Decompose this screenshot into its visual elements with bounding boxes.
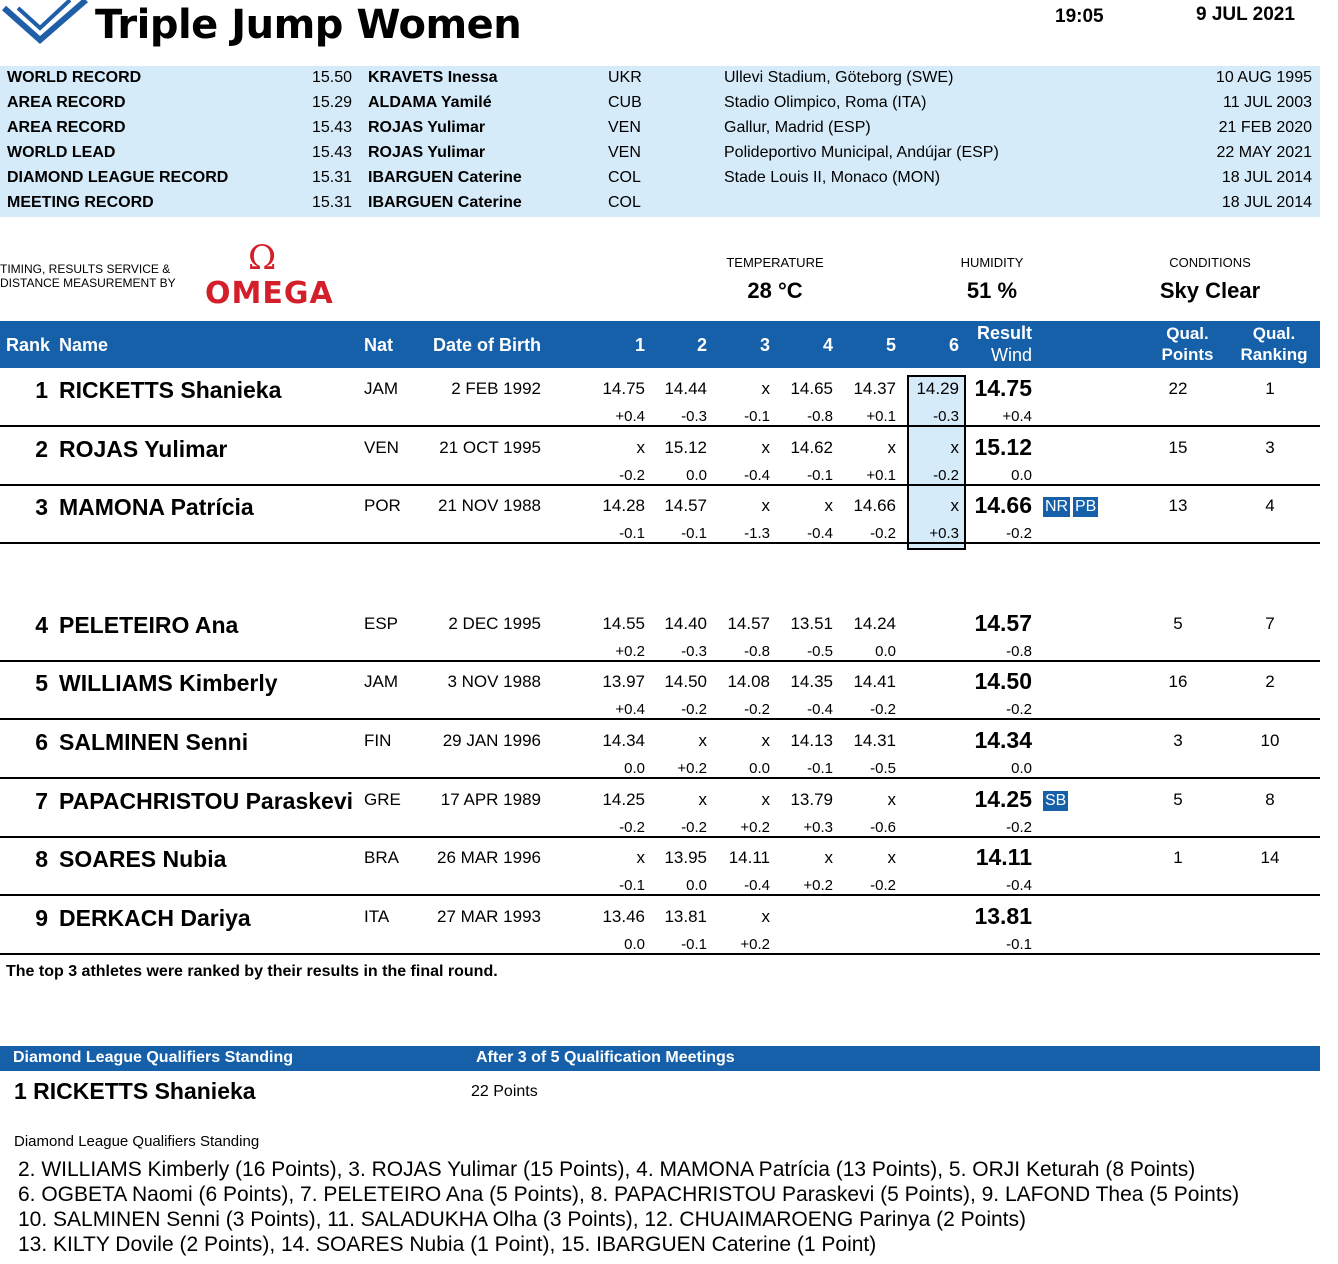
athlete-dob: 21 NOV 1988 xyxy=(437,496,541,515)
athlete-dob: 29 JAN 1996 xyxy=(442,731,541,750)
qual-points: 5 xyxy=(1173,790,1183,809)
attempt-wind-6: -0.3 xyxy=(933,408,959,425)
humidity-label: HUMIDITY xyxy=(960,255,1024,270)
record-name: ALDAMA Yamilé xyxy=(368,94,492,111)
attempt-4: 14.65 xyxy=(790,379,833,398)
athlete-nat: JAM xyxy=(364,672,398,691)
result-row xyxy=(0,897,1320,955)
athlete-name: WILLIAMS Kimberly xyxy=(59,670,278,696)
attempt-4: x xyxy=(824,848,833,867)
attempt-3: x xyxy=(761,907,770,926)
qual-points: 16 xyxy=(1168,672,1188,691)
attempt-wind-5: +0.1 xyxy=(866,408,896,425)
attempt-6: x xyxy=(950,496,959,515)
col-qual-points-2: Points xyxy=(1161,345,1214,364)
attempt-wind-5: -0.6 xyxy=(870,819,896,836)
result-mark: 13.81 xyxy=(974,903,1032,929)
attempt-2: 14.57 xyxy=(664,496,707,515)
badge-pb: PB xyxy=(1075,498,1097,515)
attempt-wind-6: -0.2 xyxy=(933,467,959,484)
record-value: 15.31 xyxy=(311,194,352,211)
timing-credit xyxy=(0,262,176,290)
attempt-3: x xyxy=(761,438,770,457)
athlete-name: ROJAS Yulimar xyxy=(59,436,228,462)
record-date: 18 JUL 2014 xyxy=(1221,194,1312,211)
col-nat: Nat xyxy=(364,335,394,355)
athlete-name: SALMINEN Senni xyxy=(59,729,249,755)
conditions-label: CONDITIONS xyxy=(1169,255,1251,270)
dl-standing-line: 10. SALMINEN Senni (3 Points), 11. SALADUKHA Olha (3 Points), 12. CHUAIMAROENG Parinya (2 Points) xyxy=(18,1208,1026,1231)
col-qual-ranking-2: Ranking xyxy=(1240,345,1308,364)
attempt-2: 13.95 xyxy=(664,848,707,867)
attempt-1: 14.34 xyxy=(602,731,645,750)
result-row xyxy=(0,721,1320,779)
attempt-wind-5: -0.2 xyxy=(870,701,896,718)
attempt-2: 14.44 xyxy=(664,379,707,398)
col-attempt-1: 1 xyxy=(634,335,645,355)
result-wind: -0.2 xyxy=(1006,525,1032,542)
temperature-value: 28 °C xyxy=(747,278,803,303)
dl-standing-subtitle: Diamond League Qualifiers Standing xyxy=(14,1133,260,1150)
attempt-wind-2: -0.3 xyxy=(681,408,707,425)
attempt-3: 14.11 xyxy=(728,848,770,867)
qual-ranking: 10 xyxy=(1260,731,1280,750)
result-mark: 14.75 xyxy=(974,375,1032,401)
result-row xyxy=(0,780,1320,838)
attempt-wind-3: 0.0 xyxy=(749,760,770,777)
athlete-name: DERKACH Dariya xyxy=(59,905,251,931)
footnote: The top 3 athletes were ranked by their results in the final round. xyxy=(6,963,498,980)
athlete-name: SOARES Nubia xyxy=(59,846,227,872)
athlete-rank: 8 xyxy=(35,846,48,872)
record-name: ROJAS Yulimar xyxy=(368,144,486,161)
athlete-name: PELETEIRO Ana xyxy=(59,612,239,638)
attempt-wind-4: -0.8 xyxy=(807,408,833,425)
attempt-4: x xyxy=(824,496,833,515)
attempt-wind-3: -0.4 xyxy=(744,877,770,894)
record-nat: VEN xyxy=(608,144,641,161)
record-date: 18 JUL 2014 xyxy=(1221,169,1312,186)
athlete-dob: 27 MAR 1993 xyxy=(437,907,541,926)
record-label: WORLD RECORD xyxy=(7,69,142,86)
result-mark: 14.11 xyxy=(975,844,1032,870)
attempt-5: 14.24 xyxy=(853,614,896,633)
attempt-wind-1: 0.0 xyxy=(624,936,645,953)
attempt-1: x xyxy=(636,848,645,867)
athlete-dob: 2 DEC 1995 xyxy=(448,614,541,633)
result-row xyxy=(0,838,1320,896)
result-mark: 14.50 xyxy=(974,668,1032,694)
omega-logo-text: OMEGA xyxy=(205,276,334,311)
dl-leader: 1 RICKETTS Shanieka xyxy=(14,1078,256,1104)
event-date: 9 JUL 2021 xyxy=(1196,4,1295,25)
qual-ranking: 8 xyxy=(1265,790,1275,809)
record-value: 15.31 xyxy=(311,169,352,186)
athlete-name: RICKETTS Shanieka xyxy=(59,377,282,403)
record-value: 15.43 xyxy=(311,119,352,136)
athlete-dob: 21 OCT 1995 xyxy=(439,438,541,457)
result-mark: 15.12 xyxy=(974,434,1032,460)
attempt-wind-4: -0.4 xyxy=(807,525,833,542)
dl-standing-line: 6. OGBETA Naomi (6 Points), 7. PELETEIRO Ana (5 Points), 8. PAPACHRISTOU Paraskevi (5 Points), 9. LAFOND Thea (5 Points) xyxy=(18,1183,1240,1206)
result-wind: -0.8 xyxy=(1006,643,1032,660)
athlete-nat: POR xyxy=(364,496,401,515)
result-row xyxy=(0,662,1320,720)
badge-nr: NR xyxy=(1045,498,1069,515)
athlete-nat: ESP xyxy=(364,614,399,633)
record-venue: Polideportivo Municipal, Andújar (ESP) xyxy=(724,144,999,161)
attempt-5: 14.66 xyxy=(853,496,896,515)
timing-line-2: DISTANCE MEASUREMENT BY xyxy=(0,276,176,290)
attempt-wind-3: -0.1 xyxy=(744,408,770,425)
attempt-wind-1: -0.2 xyxy=(619,819,645,836)
result-mark: 14.34 xyxy=(974,727,1032,753)
result-wind: -0.2 xyxy=(1006,819,1032,836)
attempt-wind-2: 0.0 xyxy=(686,467,707,484)
attempt-wind-4: -0.1 xyxy=(807,760,833,777)
record-row xyxy=(0,191,1320,216)
record-venue: Gallur, Madrid (ESP) xyxy=(724,119,871,136)
athlete-dob: 26 MAR 1996 xyxy=(437,848,541,867)
athlete-nat: FIN xyxy=(364,731,392,750)
result-wind: 0.0 xyxy=(1011,760,1032,777)
record-venue: Stadio Olimpico, Roma (ITA) xyxy=(724,94,927,111)
attempt-6: 14.29 xyxy=(916,379,959,398)
dl-standing-list xyxy=(18,1157,1239,1257)
attempt-wind-4: -0.4 xyxy=(807,701,833,718)
athlete-rank: 7 xyxy=(35,788,48,814)
attempt-6: x xyxy=(950,438,959,457)
record-name: IBARGUEN Caterine xyxy=(368,194,522,211)
record-name: KRAVETS Inessa xyxy=(368,69,498,86)
athlete-nat: GRE xyxy=(364,790,401,809)
record-row xyxy=(0,91,1320,116)
result-mark: 14.57 xyxy=(974,610,1032,636)
col-attempt-3: 3 xyxy=(759,335,770,355)
attempt-wind-5: 0.0 xyxy=(875,643,896,660)
attempt-2: 13.81 xyxy=(664,907,707,926)
attempt-wind-1: -0.2 xyxy=(619,467,645,484)
attempt-wind-3: +0.2 xyxy=(740,936,770,953)
page-title: Triple Jump Women xyxy=(95,2,522,48)
conditions-value: Sky Clear xyxy=(1159,278,1261,303)
col-attempt-5: 5 xyxy=(885,335,896,355)
record-row xyxy=(0,141,1320,166)
attempt-wind-1: +0.4 xyxy=(615,701,645,718)
attempt-5: 14.37 xyxy=(853,379,896,398)
qual-points: 13 xyxy=(1168,496,1188,515)
timing-line-1: TIMING, RESULTS SERVICE & xyxy=(0,262,171,276)
attempt-2: 14.50 xyxy=(664,672,707,691)
col-name: Name xyxy=(59,335,109,355)
result-row xyxy=(0,428,1320,486)
dl-bar-subtitle: After 3 of 5 Qualification Meetings xyxy=(476,1049,735,1066)
record-value: 15.29 xyxy=(311,94,352,111)
qual-points: 1 xyxy=(1173,848,1183,867)
athlete-rank: 4 xyxy=(35,612,48,638)
col-rank: Rank xyxy=(6,335,51,355)
result-mark: 14.25 xyxy=(974,786,1032,812)
event-time: 19:05 xyxy=(1055,6,1104,27)
record-nat: VEN xyxy=(608,119,641,136)
diamond-league-bar xyxy=(0,1046,1320,1071)
record-row xyxy=(0,66,1320,91)
record-nat: COL xyxy=(608,169,641,186)
result-wind: -0.4 xyxy=(1006,877,1032,894)
record-name: ROJAS Yulimar xyxy=(368,119,486,136)
attempt-3: x xyxy=(761,496,770,515)
record-venue: Ullevi Stadium, Göteborg (SWE) xyxy=(724,69,954,86)
record-label: AREA RECORD xyxy=(7,119,126,136)
record-date: 11 JUL 2003 xyxy=(1223,94,1312,111)
attempt-wind-1: +0.4 xyxy=(615,408,645,425)
athlete-rank: 3 xyxy=(35,494,48,520)
record-nat: UKR xyxy=(608,69,642,86)
col-dob: Date of Birth xyxy=(433,335,541,355)
athlete-dob: 2 FEB 1992 xyxy=(451,379,541,398)
record-label: MEETING RECORD xyxy=(7,194,154,211)
qual-points: 15 xyxy=(1168,438,1188,457)
diamond-league-logo xyxy=(0,0,90,46)
attempt-wind-1: 0.0 xyxy=(624,760,645,777)
result-wind: +0.4 xyxy=(1002,408,1032,425)
col-result: Result xyxy=(976,323,1032,343)
athlete-rank: 6 xyxy=(35,729,48,755)
athlete-rank: 1 xyxy=(35,377,48,403)
records-table xyxy=(0,66,1320,217)
athlete-rank: 9 xyxy=(35,905,48,931)
attempt-wind-1: -0.1 xyxy=(619,525,645,542)
attempt-2: 14.40 xyxy=(664,614,707,633)
record-row xyxy=(0,116,1320,141)
athlete-dob: 17 APR 1989 xyxy=(440,790,541,809)
record-value: 15.50 xyxy=(311,69,352,86)
attempt-1: 13.46 xyxy=(602,907,645,926)
attempt-4: 14.62 xyxy=(790,438,833,457)
dl-bar-title: Diamond League Qualifiers Standing xyxy=(13,1049,294,1066)
omega-logo-symbol: Ω xyxy=(248,238,277,278)
attempt-1: 14.25 xyxy=(602,790,645,809)
attempt-1: 14.55 xyxy=(602,614,645,633)
humidity-value: 51 % xyxy=(966,278,1018,303)
result-row xyxy=(0,369,1320,427)
results-table-header xyxy=(0,321,1320,368)
attempt-wind-5: -0.5 xyxy=(870,760,896,777)
attempt-2: x xyxy=(698,790,707,809)
record-label: DIAMOND LEAGUE RECORD xyxy=(7,169,229,186)
attempt-5: x xyxy=(887,438,896,457)
attempt-wind-2: +0.2 xyxy=(677,760,707,777)
temperature-label: TEMPERATURE xyxy=(726,255,824,270)
attempt-3: x xyxy=(761,790,770,809)
attempt-wind-2: -0.1 xyxy=(681,525,707,542)
attempt-wind-2: -0.1 xyxy=(681,936,707,953)
attempt-wind-5: -0.2 xyxy=(870,877,896,894)
athlete-nat: ITA xyxy=(364,907,390,926)
attempt-3: x xyxy=(761,379,770,398)
attempt-wind-3: +0.2 xyxy=(740,819,770,836)
athlete-nat: JAM xyxy=(364,379,398,398)
attempt-wind-4: +0.2 xyxy=(803,877,833,894)
athlete-name: PAPACHRISTOU Paraskevi xyxy=(59,788,354,814)
attempt-1: 14.28 xyxy=(602,496,645,515)
attempt-3: 14.08 xyxy=(727,672,770,691)
badge-sb: SB xyxy=(1045,792,1067,809)
attempt-2: x xyxy=(698,731,707,750)
attempt-wind-3: -0.2 xyxy=(744,701,770,718)
attempt-wind-2: -0.2 xyxy=(681,819,707,836)
result-wind: -0.2 xyxy=(1006,701,1032,718)
dl-leader-points: 22 Points xyxy=(471,1083,538,1100)
dl-standing-line: 2. WILLIAMS Kimberly (16 Points), 3. ROJAS Yulimar (15 Points), 4. MAMONA Patrícia (13 Points), 5. ORJI Keturah (8 Points) xyxy=(18,1158,1196,1181)
attempt-wind-6: +0.3 xyxy=(929,525,959,542)
attempt-5: 14.41 xyxy=(853,672,896,691)
attempt-4: 14.35 xyxy=(790,672,833,691)
attempt-2: 15.12 xyxy=(664,438,707,457)
athlete-rank: 2 xyxy=(35,436,48,462)
record-value: 15.43 xyxy=(311,144,352,161)
attempt-1: 13.97 xyxy=(602,672,645,691)
attempt-5: x xyxy=(887,790,896,809)
qual-points: 3 xyxy=(1173,731,1183,750)
attempt-wind-2: 0.0 xyxy=(686,877,707,894)
attempt-wind-3: -0.4 xyxy=(744,467,770,484)
attempt-wind-5: +0.1 xyxy=(866,467,896,484)
attempt-5: x xyxy=(887,848,896,867)
record-venue: Stade Louis II, Monaco (MON) xyxy=(724,169,941,186)
attempt-wind-2: -0.2 xyxy=(681,701,707,718)
athlete-nat: VEN xyxy=(364,438,399,457)
col-qual-points-1: Qual. xyxy=(1166,324,1209,343)
record-name: IBARGUEN Caterine xyxy=(368,169,522,186)
attempt-5: 14.31 xyxy=(853,731,896,750)
record-date: 22 MAY 2021 xyxy=(1216,144,1312,161)
attempt-wind-1: -0.1 xyxy=(619,877,645,894)
attempt-wind-5: -0.2 xyxy=(870,525,896,542)
attempt-3: x xyxy=(761,731,770,750)
dl-standing-line: 13. KILTY Dovile (2 Points), 14. SOARES Nubia (1 Point), 15. IBARGUEN Caterine (1 Point) xyxy=(18,1233,877,1256)
attempt-4: 13.79 xyxy=(790,790,833,809)
record-nat: COL xyxy=(608,194,641,211)
col-attempt-6: 6 xyxy=(948,335,959,355)
attempt-wind-2: -0.3 xyxy=(681,643,707,660)
attempt-1: x xyxy=(636,438,645,457)
athlete-nat: BRA xyxy=(364,848,399,867)
record-label: WORLD LEAD xyxy=(7,144,116,161)
col-attempt-4: 4 xyxy=(822,335,833,355)
athlete-name: MAMONA Patrícia xyxy=(59,494,254,520)
attempt-wind-4: -0.1 xyxy=(807,467,833,484)
result-row xyxy=(0,604,1320,662)
result-row xyxy=(0,486,1320,544)
qual-ranking: 4 xyxy=(1265,496,1275,515)
record-date: 10 AUG 1995 xyxy=(1215,69,1312,86)
record-label: AREA RECORD xyxy=(7,94,126,111)
qual-ranking: 2 xyxy=(1265,672,1275,691)
qual-ranking: 3 xyxy=(1265,438,1275,457)
result-mark: 14.66 xyxy=(974,492,1032,518)
qual-ranking: 14 xyxy=(1260,848,1280,867)
attempt-3: 14.57 xyxy=(727,614,770,633)
athlete-dob: 3 NOV 1988 xyxy=(447,672,541,691)
attempt-wind-1: +0.2 xyxy=(615,643,645,660)
attempt-wind-4: -0.5 xyxy=(807,643,833,660)
record-date: 21 FEB 2020 xyxy=(1218,119,1312,136)
qual-ranking: 1 xyxy=(1265,379,1275,398)
col-attempt-2: 2 xyxy=(696,335,707,355)
qual-points: 22 xyxy=(1168,379,1188,398)
qual-ranking: 7 xyxy=(1265,614,1275,633)
attempt-wind-4: +0.3 xyxy=(803,819,833,836)
record-nat: CUB xyxy=(608,94,642,111)
athlete-rank: 5 xyxy=(35,670,48,696)
attempt-4: 13.51 xyxy=(790,614,833,633)
result-wind: -0.1 xyxy=(1006,936,1032,953)
col-wind: Wind xyxy=(990,345,1032,365)
col-qual-ranking-1: Qual. xyxy=(1252,324,1296,343)
attempt-4: 14.13 xyxy=(790,731,833,750)
record-row xyxy=(0,166,1320,191)
qual-points: 5 xyxy=(1173,614,1183,633)
attempt-wind-3: -1.3 xyxy=(744,525,770,542)
attempt-wind-3: -0.8 xyxy=(744,643,770,660)
result-wind: 0.0 xyxy=(1011,467,1032,484)
attempt-1: 14.75 xyxy=(602,379,645,398)
